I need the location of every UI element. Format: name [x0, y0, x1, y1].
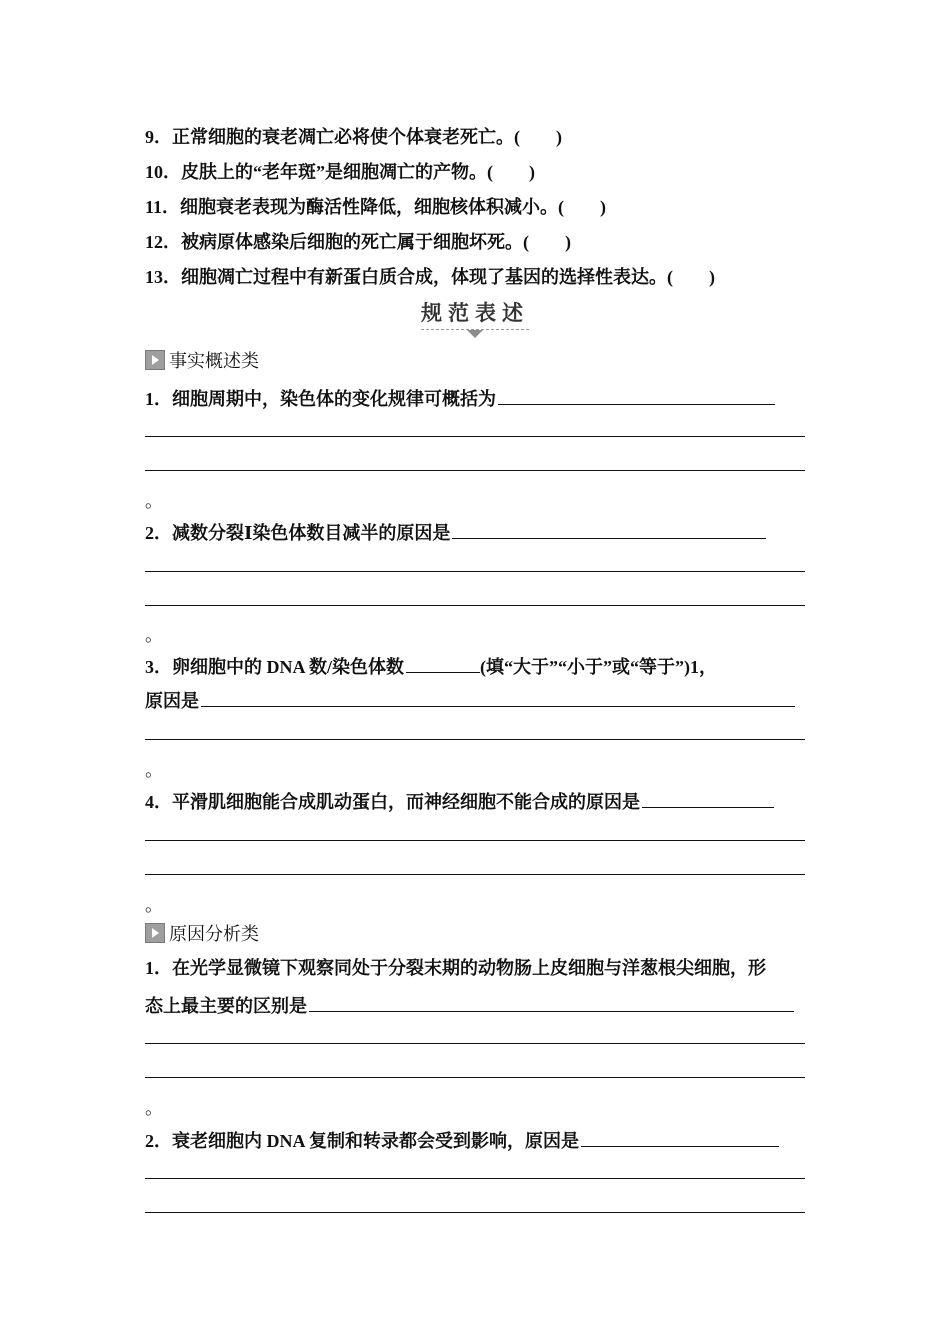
end-mark: 。 — [145, 760, 163, 780]
answer-line[interactable] — [145, 739, 805, 740]
judgment-item-10: 10．皮肤上的“老年斑”是细胞凋亡的产物。( ) — [145, 162, 535, 182]
play-icon — [145, 350, 165, 370]
answer-blank[interactable] — [309, 991, 794, 1012]
down-triangle-icon — [467, 330, 483, 338]
answer-line[interactable] — [145, 1178, 805, 1179]
section-title — [0, 297, 950, 338]
answer-line[interactable] — [145, 874, 805, 875]
category-reason — [145, 922, 259, 946]
question-text: 原因是 — [145, 691, 199, 711]
end-mark: 。 — [145, 895, 163, 915]
category-reason-label: 原因分析类 — [169, 924, 259, 944]
question-fact-4 — [145, 787, 774, 814]
question-reason-1-cont — [145, 991, 794, 1018]
judgment-item-11: 11．细胞衰老表现为酶活性降低，细胞核体积减小。( ) — [145, 197, 606, 217]
answer-line[interactable] — [145, 1043, 805, 1044]
question-reason-1 — [145, 956, 766, 980]
end-mark: 。 — [145, 625, 163, 645]
section-title-text: 规范表述 — [421, 297, 529, 330]
judgment-item-12: 12．被病原体感染后细胞的死亡属于细胞坏死。( ) — [145, 232, 571, 252]
answer-blank[interactable] — [498, 384, 775, 405]
end-mark: 。 — [145, 491, 163, 511]
category-fact-label: 事实概述类 — [169, 351, 259, 371]
answer-blank[interactable] — [642, 787, 774, 808]
answer-line[interactable] — [145, 1212, 805, 1213]
answer-line[interactable] — [145, 605, 805, 606]
question-text: 1．在光学显微镜下观察同处于分裂末期的动物肠上皮细胞与洋葱根尖细胞，形 — [145, 958, 766, 978]
play-icon — [145, 923, 165, 943]
category-fact — [145, 349, 259, 373]
answer-line[interactable] — [145, 571, 805, 572]
question-fact-1 — [145, 384, 775, 411]
question-text: 4．平滑肌细胞能合成肌动蛋白，而神经细胞不能合成的原因是 — [145, 792, 640, 812]
question-fact-2 — [145, 518, 766, 545]
answer-blank[interactable] — [406, 652, 480, 673]
question-text: 3．卵细胞中的 DNA 数/染色体数 — [145, 657, 405, 677]
answer-blank[interactable] — [452, 518, 766, 539]
question-text: 态上最主要的区别是 — [145, 996, 307, 1016]
answer-line[interactable] — [145, 470, 805, 471]
judgment-item-9: 9．正常细胞的衰老凋亡必将使个体衰老死亡。( ) — [145, 127, 562, 147]
answer-line[interactable] — [145, 1077, 805, 1078]
question-reason-2 — [145, 1126, 779, 1153]
question-text: 2．衰老细胞内 DNA 复制和转录都会受到影响，原因是 — [145, 1131, 580, 1151]
end-mark: 。 — [145, 1098, 163, 1118]
question-text: 1．细胞周期中，染色体的变化规律可概括为 — [145, 389, 496, 409]
judgment-item-13: 13．细胞凋亡过程中有新蛋白质合成，体现了基因的选择性表达。( ) — [145, 267, 715, 287]
question-fact-3 — [145, 652, 717, 679]
answer-line[interactable] — [145, 436, 805, 437]
question-text: 2．减数分裂Ⅰ染色体数目减半的原因是 — [145, 523, 451, 543]
answer-blank[interactable] — [581, 1126, 779, 1147]
question-text: (填“大于”“小于”或“等于”)1， — [480, 657, 718, 677]
answer-blank[interactable] — [201, 686, 795, 707]
question-fact-3-cont — [145, 686, 795, 713]
answer-line[interactable] — [145, 840, 805, 841]
